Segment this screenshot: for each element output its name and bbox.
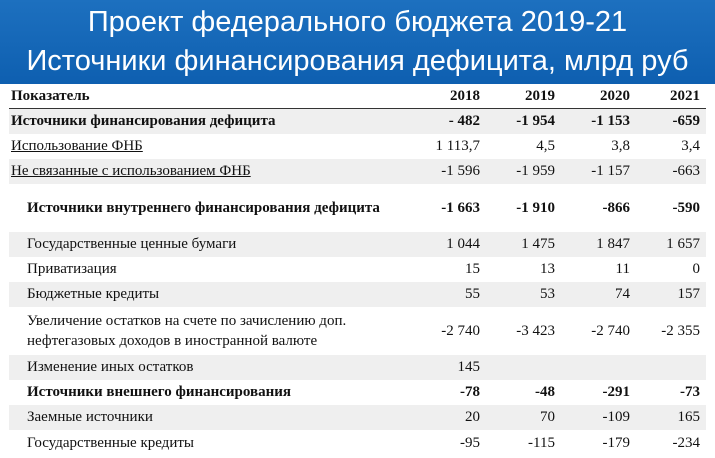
cell-value: -1 153 (561, 109, 636, 135)
cell-value: 20 (406, 405, 486, 430)
cell-value: 11 (615, 261, 630, 277)
cell-value: -179 (602, 434, 630, 451)
table-row (9, 405, 706, 430)
row-label: Государственные ценные бумаги (9, 232, 406, 257)
cell-value: -291 (602, 384, 630, 400)
cell-value: -2 355 (661, 322, 700, 339)
cell-value: -1 954 (486, 109, 561, 135)
row-label: Не связанные с использованием ФНБ (9, 159, 406, 184)
row-label: Государственные кредиты (27, 434, 194, 451)
cell-value (636, 355, 706, 380)
row-label: Бюджетные кредиты (9, 282, 406, 307)
table-row (9, 232, 706, 257)
cell-value: 165 (636, 405, 706, 430)
title-line-1: Проект федерального бюджета 2019-21 (87, 6, 628, 38)
cell-value: -48 (535, 384, 555, 400)
table-header-row (9, 84, 706, 109)
cell-value: -109 (561, 405, 636, 430)
table-row (9, 184, 706, 232)
cell-value: 13 (540, 261, 555, 277)
budget-table (9, 84, 706, 456)
cell-value: 15 (465, 261, 480, 277)
cell-value: -3 423 (516, 322, 555, 339)
cell-value: 1 475 (486, 232, 561, 257)
title-line-2: Источники финансирования дефицита, млрд руб (26, 45, 689, 77)
cell-value: -1 910 (516, 199, 555, 216)
row-label: Источники внешнего финансирования (27, 384, 292, 400)
table-row (9, 282, 706, 307)
cell-value: 0 (692, 261, 700, 277)
cell-value: 55 (406, 282, 486, 307)
cell-value (561, 355, 636, 380)
cell-value: -234 (672, 434, 700, 451)
title-banner (0, 0, 715, 84)
cell-value: 1 657 (636, 232, 706, 257)
cell-value: -866 (602, 199, 630, 216)
cell-value: 1 044 (406, 232, 486, 257)
cell-value: 157 (636, 282, 706, 307)
table-row (9, 355, 706, 380)
cell-value: -590 (672, 199, 700, 216)
cell-value: 145 (406, 355, 486, 380)
table-row (9, 430, 706, 456)
cell-value: -1 959 (486, 159, 561, 184)
cell-value: 3,8 (611, 138, 630, 154)
row-label: Заемные источники (9, 405, 406, 430)
table-row (9, 134, 706, 159)
column-header-2019: 2019 (525, 87, 555, 104)
cell-value: -73 (680, 384, 700, 400)
column-header-2018: 2018 (450, 87, 480, 104)
row-label: Использование ФНБ (11, 138, 143, 154)
cell-value: 74 (561, 282, 636, 307)
cell-value: 70 (486, 405, 561, 430)
row-label: Источники внутреннего финансирования дефицита (27, 200, 380, 216)
table-row (9, 109, 706, 135)
cell-value: 1 113,7 (435, 138, 480, 154)
cell-value: -663 (636, 159, 706, 184)
cell-value: -1 663 (441, 199, 480, 216)
column-header-indicator: Показатель (11, 87, 90, 104)
cell-value: 1 847 (561, 232, 636, 257)
cell-value: -659 (636, 109, 706, 135)
cell-value (486, 355, 561, 380)
column-header-2020: 2020 (600, 87, 630, 104)
cell-value: -1 596 (406, 159, 486, 184)
cell-value: - 482 (406, 109, 486, 135)
cell-value: -2 740 (591, 322, 630, 339)
row-label: Источники финансирования дефицита (9, 109, 406, 135)
table-row (9, 380, 706, 405)
cell-value: -115 (528, 434, 555, 451)
table-row (9, 257, 706, 282)
cell-value: -1 157 (561, 159, 636, 184)
cell-value: -95 (460, 434, 480, 451)
cell-value: -78 (460, 384, 480, 400)
row-label: Приватизация (27, 261, 117, 277)
cell-value: -2 740 (441, 322, 480, 339)
column-header-2021: 2021 (670, 87, 700, 104)
row-label: Увеличение остатков на счете по зачислению доп. нефтегазовых доходов в иностранной валюте (27, 313, 347, 349)
cell-value: 53 (486, 282, 561, 307)
cell-value: 3,4 (681, 138, 700, 154)
table-row (9, 307, 706, 355)
table-row (9, 159, 706, 184)
cell-value: 4,5 (536, 138, 555, 154)
row-label: Изменение иных остатков (9, 355, 406, 380)
